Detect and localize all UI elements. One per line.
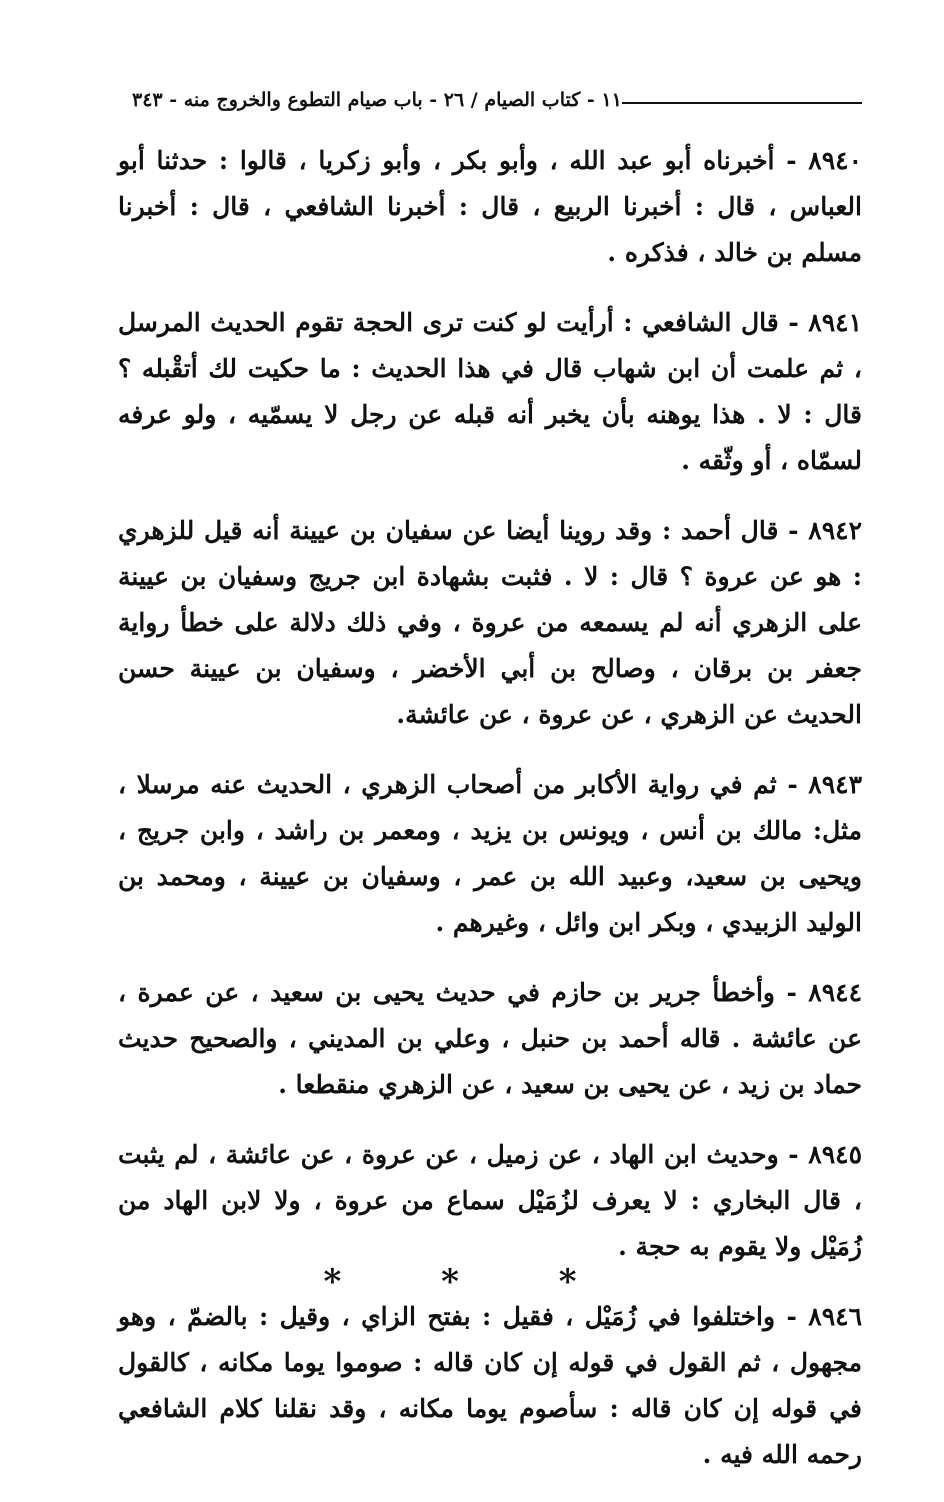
running-header	[118, 82, 862, 118]
header-rule	[622, 102, 862, 104]
paragraph-8941: ٨٩٤١ - قال الشافعي : أرأيت لو كنت ترى الحجة تقوم الحديث المرسل ، ثم علمت أن ابن شهاب قال في هذا الحديث : ما حكيت لك أتقْبله ؟ قال : لا . هذا يوهنه بأن يخبر أنه قبله عن رجل لا يسمّيه ، ولو عرفه لسمّاه ، أو وثّقه .	[118, 308, 862, 475]
paragraph-8946: ٨٩٤٦ - واختلفوا في زُمَيْل ، فقيل : بفتح الزاي ، وقيل : بالضمّ ، وهو مجهول ، ثم القول في قوله إن كان قاله : صوموا يوما مكانه ، كالقول في قوله إن كان قاله : سأصوم يوما مكانه ، وقد نقلنا كلام الشافعي رحمه الله فيه .	[118, 1302, 862, 1469]
paragraph-8940: ٨٩٤٠ - أخبرناه أبو عبد الله ، وأبو بكر ، وأبو زكريا ، قالوا : حدثنا أبو العباس ، قال : أخبرنا الربيع ، قال : أخبرنا الشافعي ، قال : أخبرنا مسلم بن خالد ، فذكره .	[118, 146, 862, 267]
paragraph-8944: ٨٩٤٤ - وأخطأ جرير بن حازم في حديث يحيى بن سعيد ، عن عمرة ، عن عائشة . قاله أحمد بن حنبل ، وعلي بن المديني ، والصحيح حديث حماد بن زيد ، عن يحيى بن سعيد ، عن الزهري منقطعا .	[118, 978, 862, 1099]
section-separator: * * *	[323, 1262, 621, 1302]
running-title: ١١ - كتاب الصيام / ٢٦ - باب صيام التطوع والخروج منه - ٣٤٣	[132, 89, 622, 111]
paragraph-8942: ٨٩٤٢ - قال أحمد : وقد روينا أيضا عن سفيان بن عيينة أنه قيل للزهري : هو عن عروة ؟ قال : لا . فثبت بشهادة ابن جريج وسفيان بن عيينة على الزهري أنه لم يسمعه من عروة ، وفي ذلك دلالة على خطأ رواية جعفر بن برقان ، وصالح بن أبي الأخضر ، وسفيان بن عيينة حسن الحديث عن الزهري ، عن عروة ، عن عائشة.	[118, 516, 862, 729]
paragraph-8945: ٨٩٤٥ - وحديث ابن الهاد ، عن زميل ، عن عروة ، عن عائشة ، لم يثبت ، قال البخاري : لا يعرف لزُمَيْل سماع من عروة ، ولا لابن الهاد من زُمَيْل ولا يقوم به حجة .	[118, 1140, 862, 1261]
paragraph-8943: ٨٩٤٣ - ثم في رواية الأكابر من أصحاب الزهري ، الحديث عنه مرسلا ، مثل: مالك بن أنس ، ويونس بن يزيد ، ومعمر بن راشد ، وابن جريج ، ويحيى بن سعيد، وعبيد الله بن عمر ، وسفيان بن عيينة ، ومحمد بن الوليد الزبيدي ، وبكر ابن وائل ، وغيرهم .	[118, 770, 862, 937]
